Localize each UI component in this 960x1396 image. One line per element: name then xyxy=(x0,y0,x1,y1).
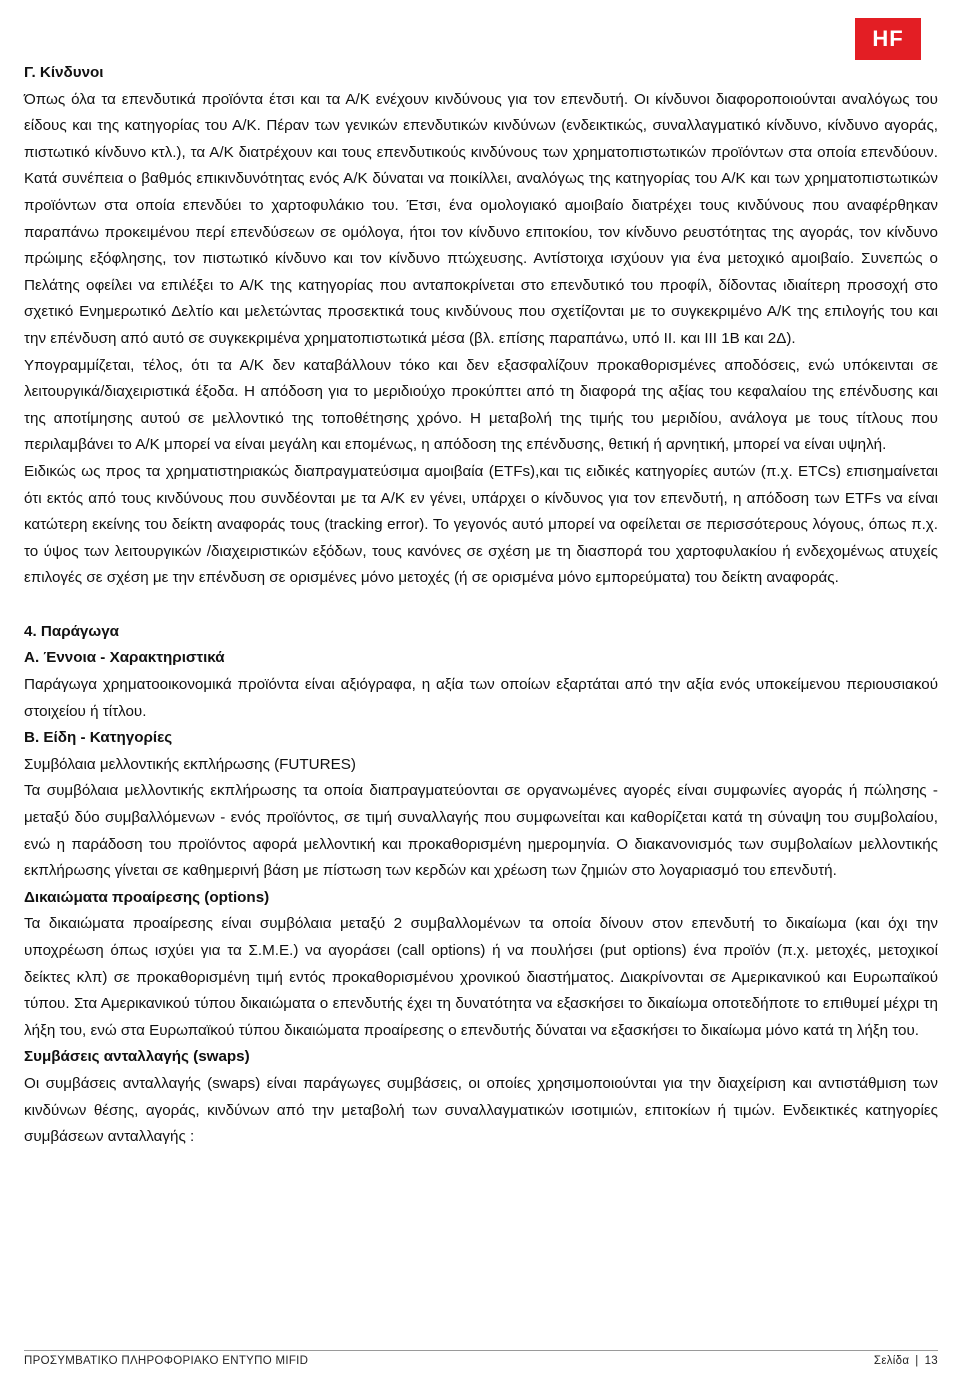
paragraph-options: Τα δικαιώματα προαίρεσης είναι συμβόλαια μεταξύ 2 συμβαλλομένων τα οποία δίνουν στον επενδυτή το δικαίωμα (και όχι την υποχρέωση όπως ισχύει για τα Σ.Μ.Ε.) να αγοράσει (call options) ή να πουλήσει (put options) ένα προϊόν (π.χ. μετοχές, μετοχικοί δείκτες κλπ) σε προκαθορισμένη τιμή εντός προκαθορισμένου χρονικού διαστήματος. Διακρίνονται σε Αμερικανικού και Ευρωπαϊκού τύπου. Στα Αμερικανικού τύπου δικαιώματα ο επενδυτής έχει τη δυνατότητα να εξασκήσει το δικαίωμα οποτεδήποτε το επιθυμεί μέχρι τη λήξη του, ενώ στα Ευρωπαϊκού τύπου δικαιώματα προαίρεσης ο επενδυτής δύναται να εξασκήσει το δικαίωμα μόνο κατά τη λήξη του. xyxy=(24,915,938,1039)
paragraph-swaps: Οι συμβάσεις ανταλλαγής (swaps) είναι παράγωγες συμβάσεις, οι οποίες χρησιμοποιούνται για την διαχείριση και αντιστάθμιση των κινδύνων θέσης, αγοράς, κινδύνων από την μεταβολή των συναλλαγματικών ισοτιμιών, επιτοκίων ή τιμών. Ενδεικτικές κατηγορίες συμβάσεων ανταλλαγής : xyxy=(24,1074,938,1146)
section-heading-derivatives: 4. Παράγωγα xyxy=(24,622,119,640)
page-footer xyxy=(24,1350,938,1371)
paragraph-futures: Τα συμβόλαια μελλοντικής εκπλήρωσης τα οποία διαπραγματεύονται σε οργανωμένες αγορές είναι συμφωνίες αγοράς ή πώλησης - μεταξύ δύο συμβαλλόμενων - ενός προϊόντος, σε τιμή συναλλαγής που συμφωνείται και καθορίζεται κατά τη σύναψη του συμβολαίου, ενώ η παράδοση του προϊόντος αφορά μελλοντική και προκαθορισμένη ημερομηνία. Ο διακανονισμός των συμβολαίων μελλοντικής εκπλήρωσης γίνεται σε καθημερινή βάση με πίστωση των κερδών και χρέωση των ζημιών στο λογαριασμό του επενδυτή. xyxy=(24,782,938,880)
paragraph-risks-3: Ειδικώς ως προς τα χρηματιστηριακώς διαπραγματεύσιμα αμοιβαία (ETFs),και τις ειδικές κατηγορίες αυτών (π.χ. ETCs) επισημαίνεται ότι εκτός από τους κινδύνους που συνδέονται με τα Α/Κ εν γένει, υπάρχει ο κίνδυνος για τον επενδυτή, η απόδοση των ETFs να είναι κατώτερη εκείνης του δείκτη αναφοράς τους (tracking error). Το γεγονός αυτό μπορεί να οφείλεται σε περισσότερους λόγους, όπως π.χ. το ύψος των λειτουργικών /διαχειριστικών εξόδων, τους κανόνες σε σχέση με τη διασπορά του χαρτοφυλακίου ή ενδεχομένως ατυχείς επιλογές σε σχέση με την επένδυση σε ορισμένες μόνο μετοχές (ή σε ορισμένα μόνο εμπορεύματα) του δείκτη αναφοράς. xyxy=(24,462,938,587)
futures-title: Συμβόλαια μελλοντικής εκπλήρωσης (FUTURES) xyxy=(24,755,356,773)
footer-page-label: Σελίδα xyxy=(873,1355,910,1367)
paragraph-risks-2: Υπογραμμίζεται, τέλος, ότι τα Α/Κ δεν καταβάλλουν τόκο και δεν εξασφαλίζουν προκαθορισμένες αποδόσεις, ενώ υπόκεινται σε λειτουργικά/διαχειριστικά έξοδα. Η απόδοση για το μεριδιούχο προκύπτει από τη διαφορά της αξίας του κεφαλαίου της επένδυσης και της αποτίμησης αυτού σε μελλοντικό της τοποθέτησης χρόνο. Η μεταβολή της τιμής του μεριδίου, ανάλογα με τους τίτλους που περιλαμβάνει το Α/Κ μπορεί να είναι μεγάλη και επομένως, η απόδοση της επένδυσης, θετική ή αρνητική, μπορεί να είναι υψηλή. xyxy=(24,356,938,454)
section-spacer xyxy=(24,592,938,619)
document-body xyxy=(24,60,938,1151)
footer-page-number: 13 xyxy=(924,1355,938,1367)
subheading-concept: Α. Έννοια - Χαρακτηριστικά xyxy=(24,649,225,667)
company-logo: HF xyxy=(855,18,921,60)
footer-page-indicator xyxy=(874,1351,938,1371)
footer-document-title: ΠΡΟΣΥΜΒΑΤΙΚΟ ΠΛΗΡΟΦΟΡΙΑΚΟ ΕΝΤΥΠΟ MIFID xyxy=(24,1355,309,1367)
options-title: Δικαιώματα προαίρεσης (options) xyxy=(24,888,270,906)
footer-separator: | xyxy=(915,1355,919,1367)
section-heading-risks: Γ. Κίνδυνοι xyxy=(24,64,104,81)
subheading-types: Β. Είδη - Κατηγορίες xyxy=(24,729,173,747)
paragraph-risks-1: Όπως όλα τα επενδυτικά προϊόντα έτσι και τα Α/Κ ενέχουν κινδύνους για τον επενδυτή. Οι κίνδυνοι διαφοροποιούνται αναλόγως του είδους και της κατηγορίας του Α/Κ. Πέραν των γενικών επενδυτικών κινδύνων (ενδεικτικώς, συναλλαγματικό κίνδυνο, κίνδυνο αγοράς, πιστωτικό κίνδυνο κτλ.), τα Α/Κ διατρέχουν και τους επενδυτικούς κινδύνους των χρηματοπιστωτικών προϊόντων στα οποία επενδύουν. Κατά συνέπεια ο βαθμός επικινδυνότητας ενός Α/Κ δύναται να ποικίλλει, αναλόγως της κατηγορίας του Α/Κ και των χρηματοπιστωτικών προϊόντων στα οποία επενδύει το χαρτοφυλάκιο του. Έτσι, ένα ομολογιακό αμοιβαίο διατρέχει τους κινδύνους που αναφέρθηκαν παραπάνω προκειμένου περί επενδύσεων σε ομόλογα, ήτοι τον κίνδυνο επιτοκίου, τον κίνδυνο ρευστότητας της αγοράς, τον κίνδυνο πρώιμης εξόφλησης, τον πιστωτικό κίνδυνο και τον κίνδυνο πτώχευσης. Αντίστοιχα ισχύουν για ένα μετοχικό αμοιβαίο. Συνεπώς ο Πελάτης οφείλει να επιλέξει το Α/Κ της κατηγορίας που ανταποκρίνεται στο επενδυτικό του προφίλ, δίδοντας ιδιαίτερη προσοχή στο σχετικό Ενημερωτικό Δελτίο και μελετώντας προσεκτικά τους κινδύνους που σχετίζονται με το συγκεκριμένο Α/Κ της επιλογής του και την επένδυση από αυτό σε συγκεκριμένα χρηματοπιστωτικά μέσα (βλ. επίσης παραπάνω, υπό ΙΙ. και ΙΙΙ 1Β και 2Δ). xyxy=(24,90,938,347)
paragraph-concept: Παράγωγα χρηματοοικονομικά προϊόντα είναι αξιόγραφα, η αξία των οποίων εξαρτάται από την αξία ενός υποκείμενου περιουσιακού στοιχείου ή τίτλου. xyxy=(24,676,938,720)
swaps-title: Συμβάσεις ανταλλαγής (swaps) xyxy=(24,1048,250,1066)
